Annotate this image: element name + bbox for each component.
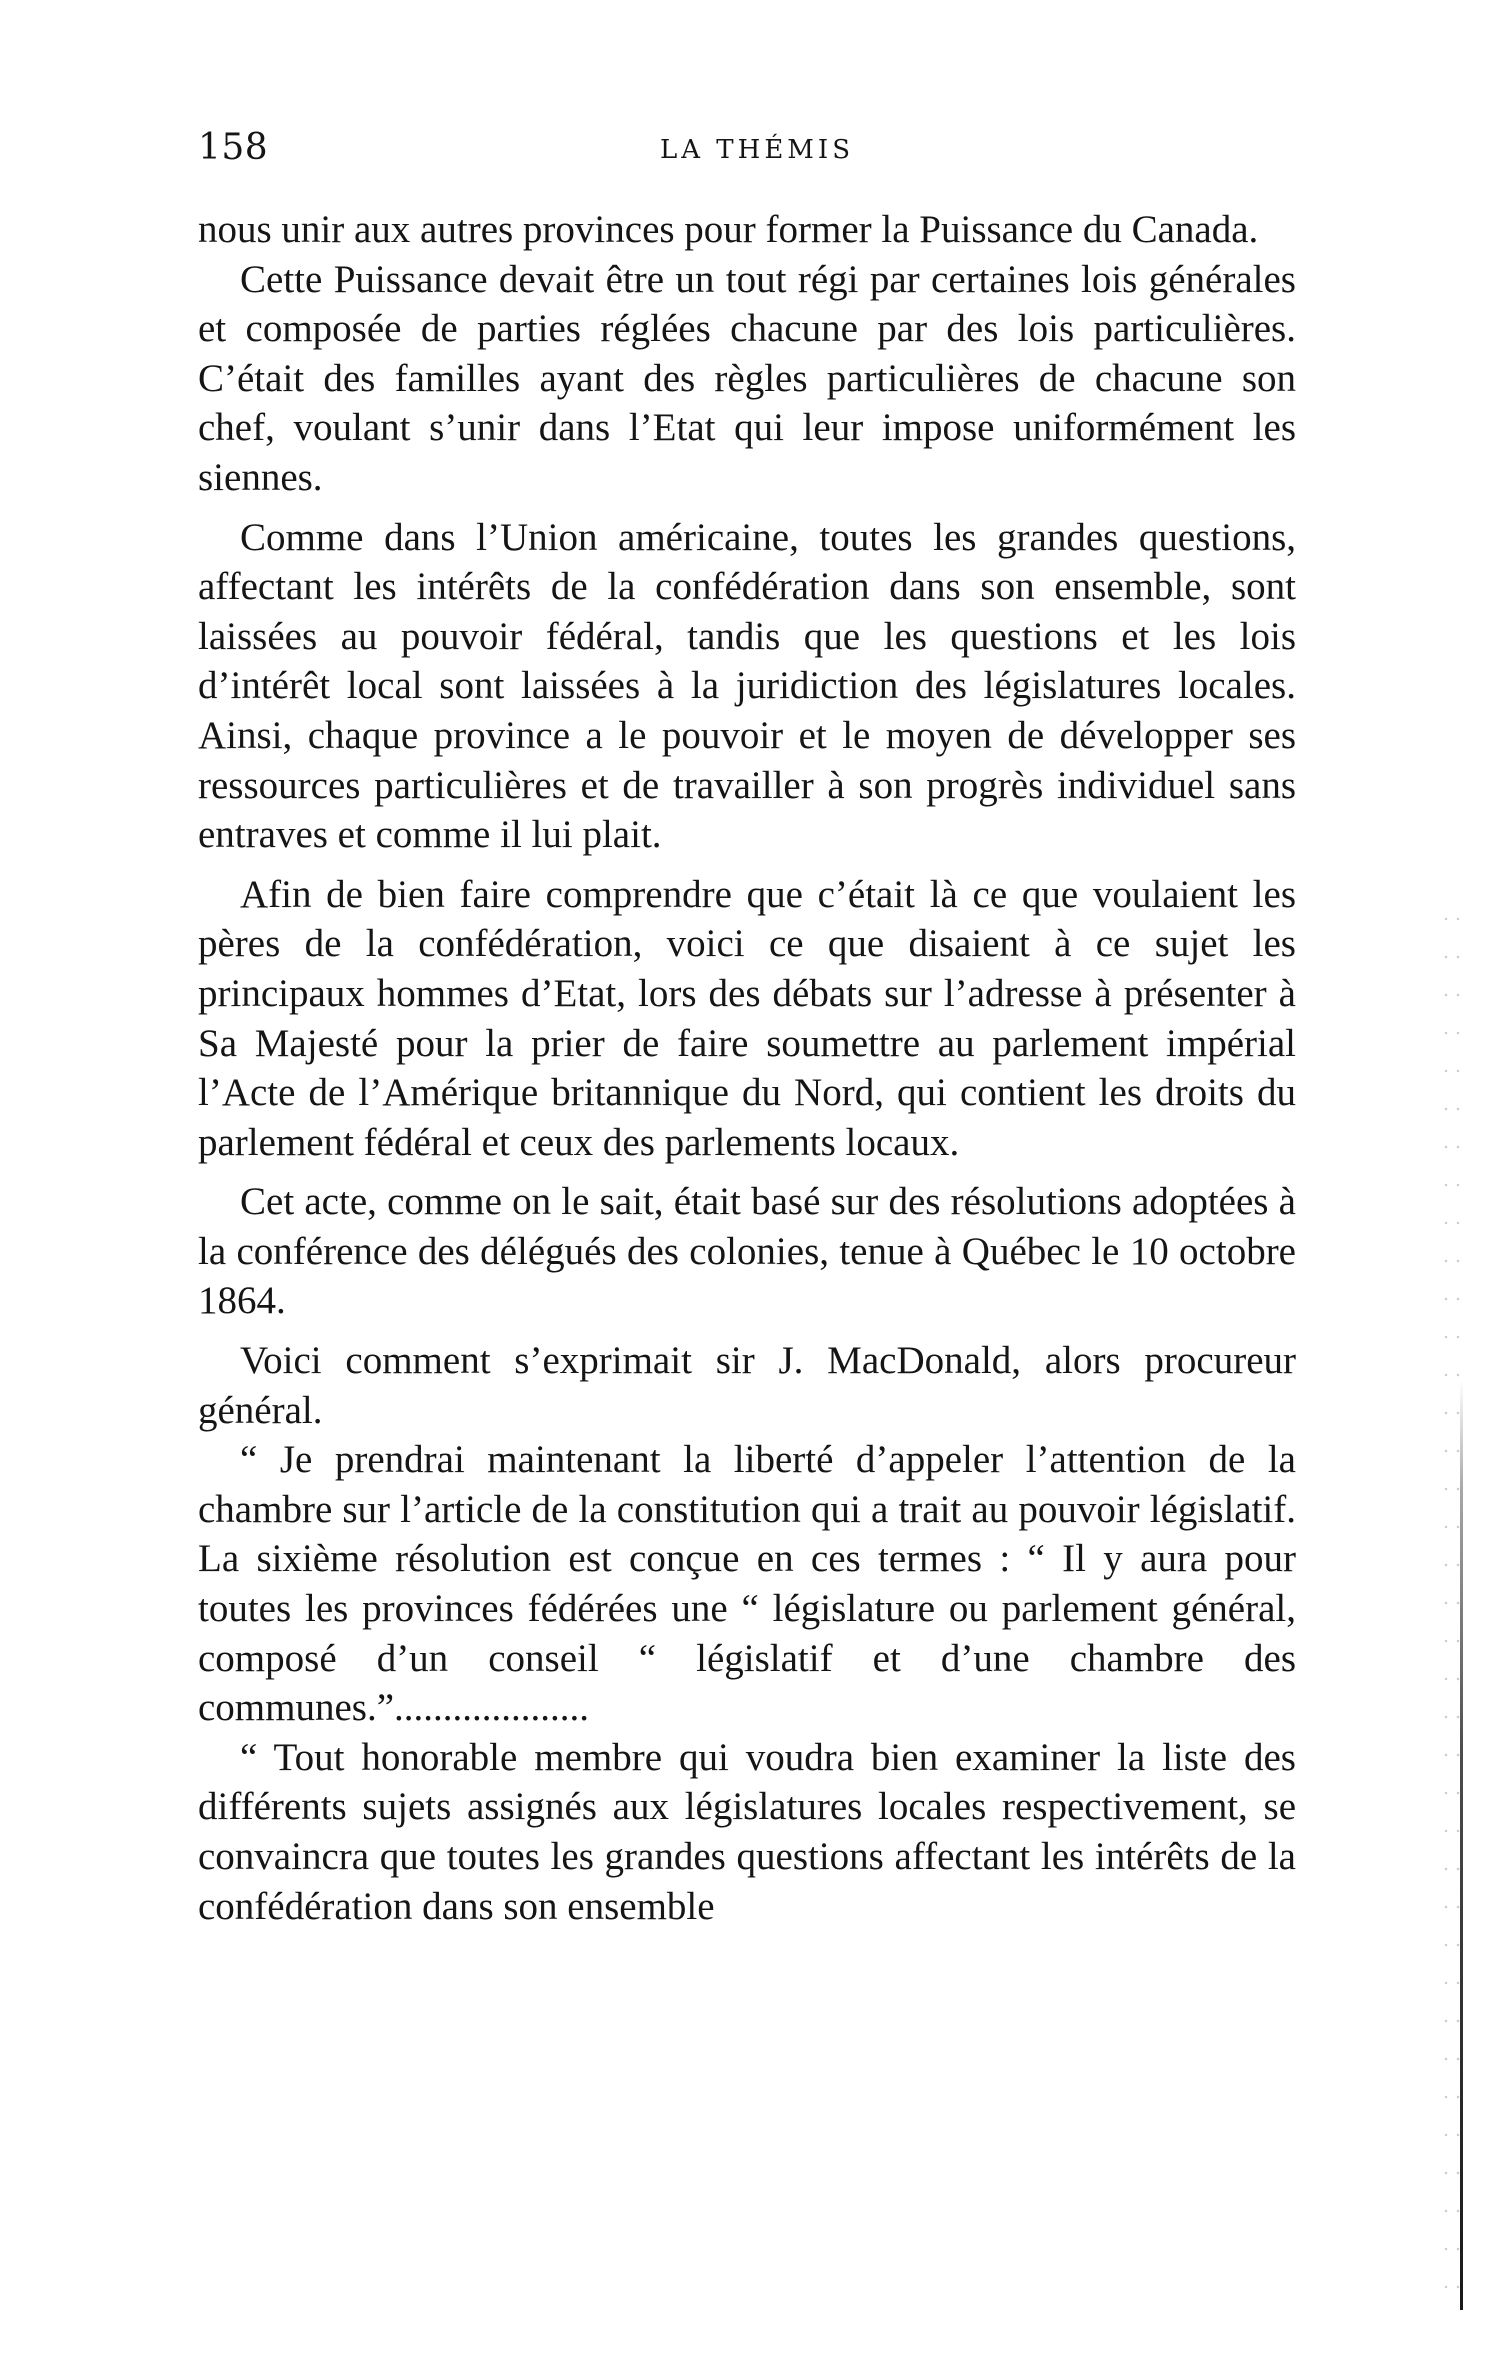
scan-margin-specks: [1440, 900, 1460, 2300]
scan-edge-shadow: [1460, 1380, 1463, 2310]
paragraph-union-americaine: Comme dans l’Union américaine, toutes les grandes questions, affectant les intérêts de la confédération dans son ensemble, sont laissées au pouvoir fédéral, tandis que les questions et les lois d’intérêt local sont laissées à la juridiction des législatures locales. Ainsi, chaque province a le pouvoir et le moyen de développer ses ressources particulières et de travailler à son progrès individuel sans entraves et comme il lui plait.: [198, 515, 1296, 857]
paragraph-quote-membre: “ Tout honorable membre qui voudra bien examiner la liste des différents sujets assignés aux législatures locales respectivement, se convaincra que toutes les grandes questions affectant les intérêts de la confédération dans son ensemble: [198, 1735, 1296, 1928]
paragraph-peres-confederation: Afin de bien faire comprendre que c’était là ce que voulaient les pères de la confédération, voici ce que disaient à ce sujet les principaux hommes d’Etat, lors des débats sur l’adresse à présenter à Sa Majesté pour la prier de faire soumettre au parlement impérial l’Acte de l’Amérique britannique du Nord, qui contient les droits du parlement fédéral et ceux des parlements locaux.: [198, 872, 1296, 1164]
paragraph-continuation: nous unir aux autres provinces pour former la Puissance du Canada.: [198, 208, 1259, 251]
paragraph-acte-resolutions: Cet acte, comme on le sait, était basé sur des résolutions adoptées à la conférence des délégués des colonies, tenue à Québec le 10 octobre 1864.: [198, 1180, 1296, 1323]
running-title: LA THÉMIS: [660, 135, 855, 165]
paragraph-puissance: Cette Puissance devait être un tout régi par certaines lois générales et composée de parties réglées chacune par des lois particulières. C’était des familles ayant des règles particulières de chacune son chef, voulant s’unir dans l’Etat qui leur impose uniformément les siennes.: [198, 257, 1296, 499]
body-text: [198, 205, 1296, 1931]
page-number: 158: [198, 127, 269, 168]
running-head: [198, 128, 1298, 168]
paragraph-quote-legislatif: “ Je prendrai maintenant la liberté d’appeler l’attention de la chambre sur l’article de la constitution qui a trait au pouvoir législatif. La sixième résolution est conçue en ces termes : “ Il y aura pour toutes les provinces fédérées une “ législature ou parlement général, composé d’un conseil “ législatif et d’une chambre des communes.”....................: [198, 1438, 1296, 1730]
paragraph-macdonald-intro: Voici comment s’exprimait sir J. MacDonald, alors procureur général.: [198, 1339, 1296, 1432]
